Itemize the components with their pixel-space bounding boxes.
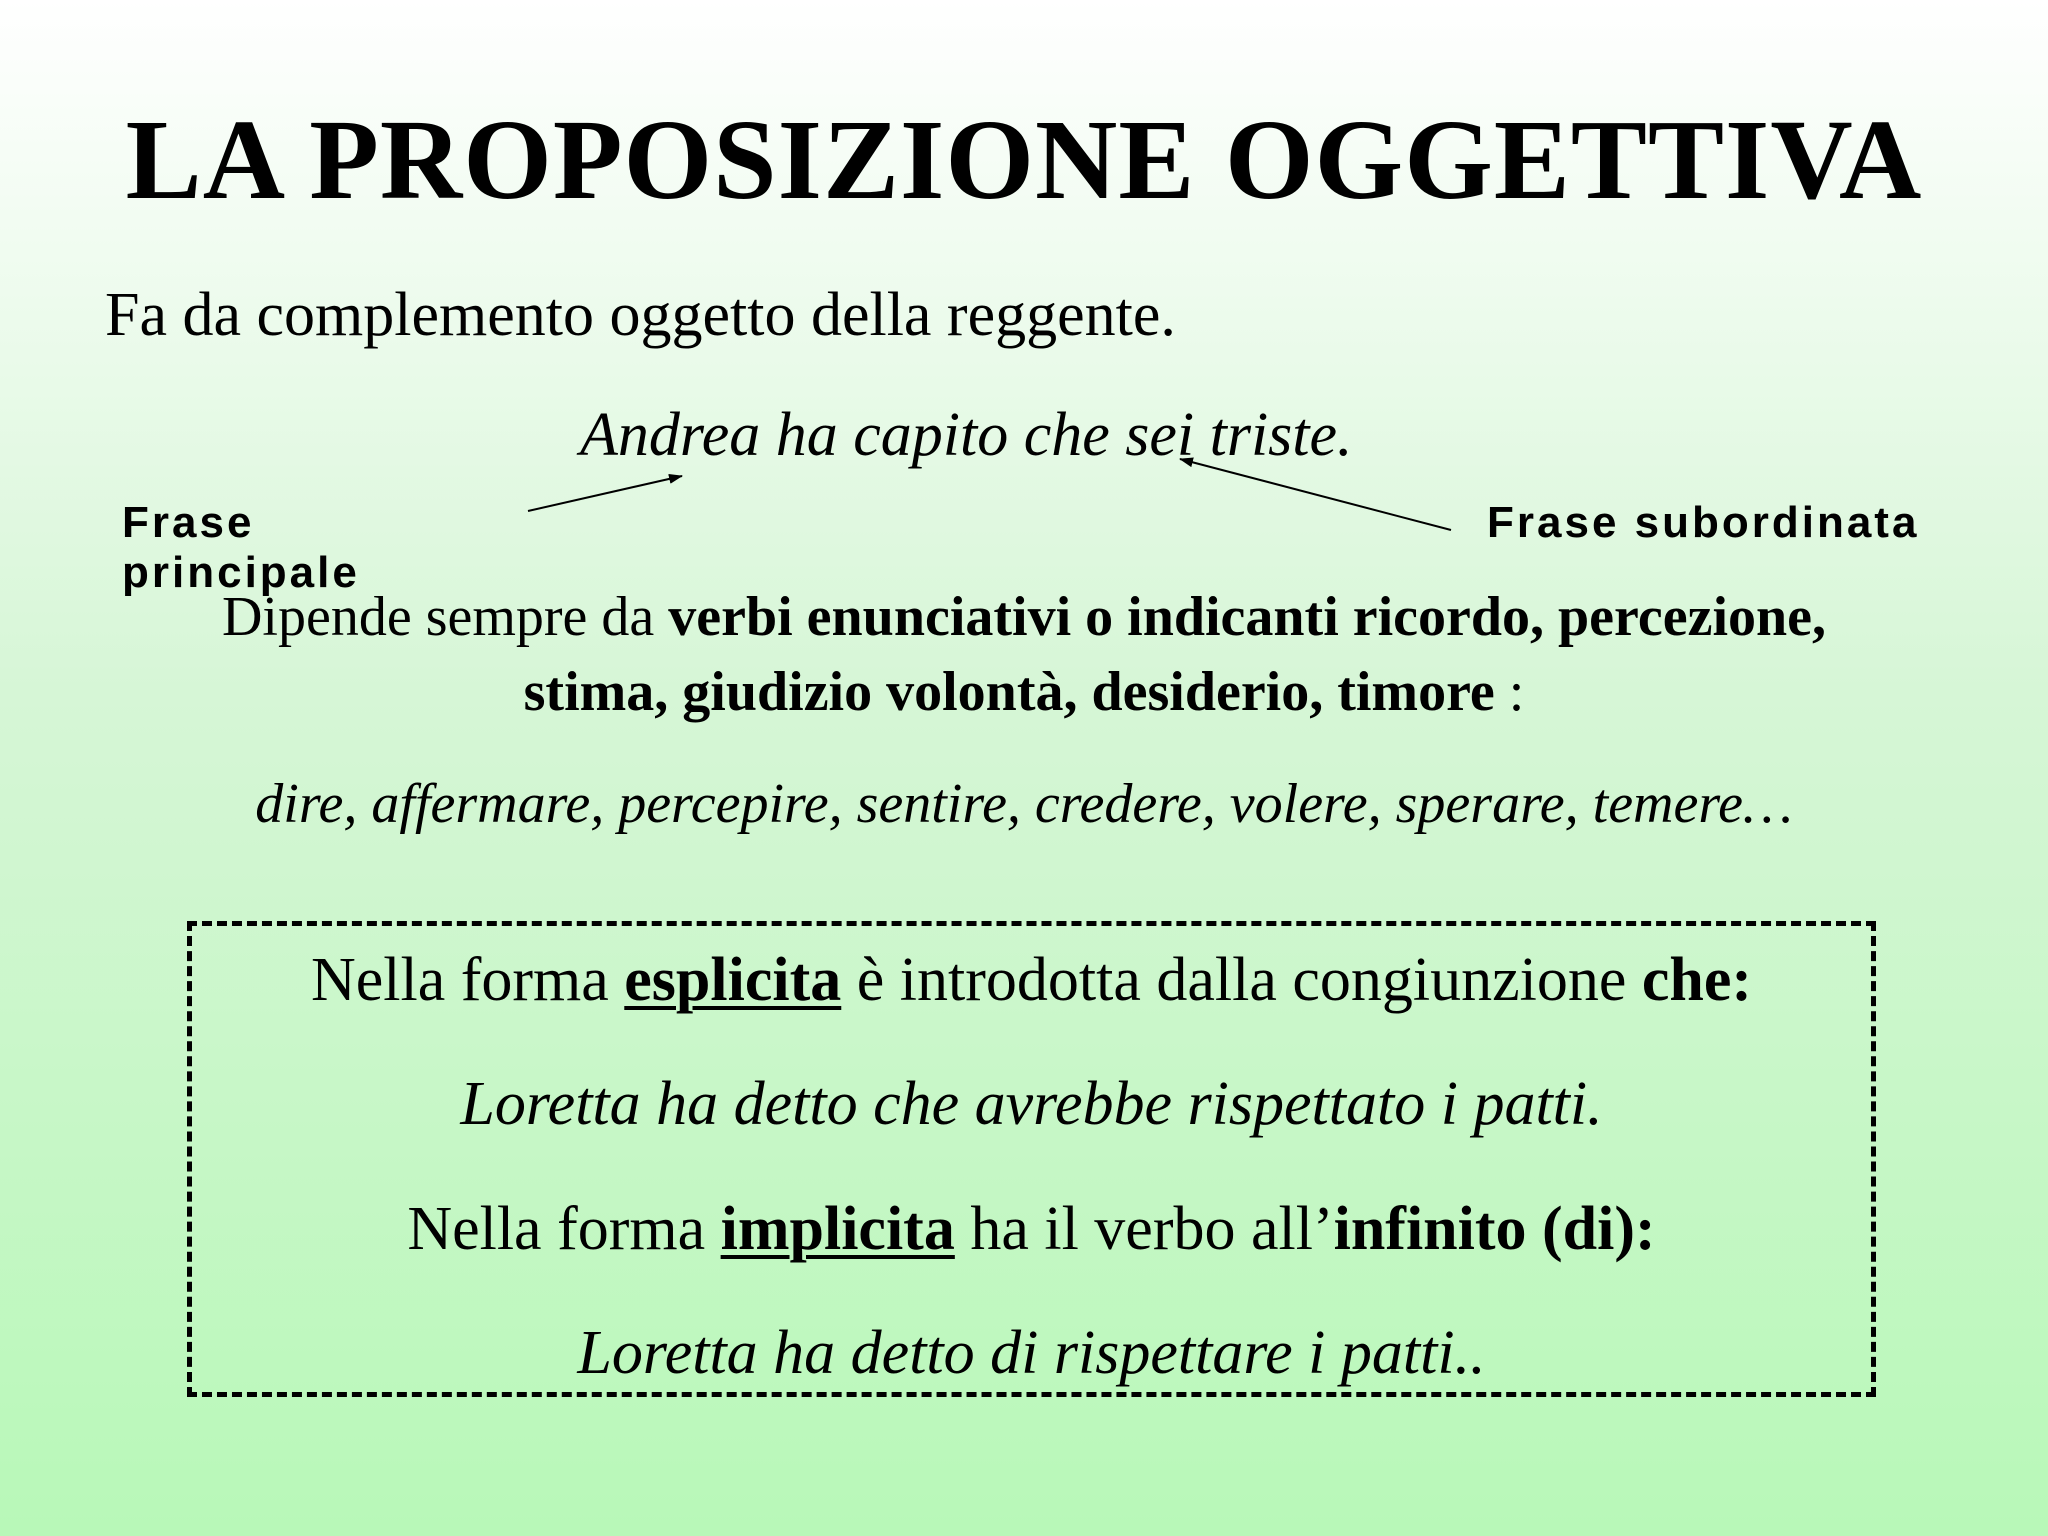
dependency-suffix: :	[1494, 661, 1525, 723]
slide-title: LA PROPOSIZIONE OGGETTIVA	[125, 96, 1923, 223]
dependency-prefix: Dipende sempre da	[221, 586, 669, 648]
implicit-example: Loretta ha detto di rispettare i patti..	[577, 1319, 1486, 1387]
explicit-middle: è introdotta dalla congiunzione	[841, 946, 1642, 1014]
dependency-line-2	[0, 660, 2048, 724]
explicit-keyword: esplicita	[624, 946, 842, 1014]
explicit-example: Loretta ha detto che avrebbe rispettato i patti.	[460, 1070, 1603, 1138]
dependency-bold-1: verbi enunciativi o indicanti ricordo, percezione,	[668, 586, 1826, 648]
implicit-prefix: Nella forma	[407, 1195, 721, 1263]
intro-text: Fa da complemento oggetto della reggente.	[105, 281, 1176, 349]
explicit-conjunction: che:	[1641, 946, 1753, 1014]
implicit-middle: ha il verbo all’	[954, 1195, 1334, 1263]
example-sentence: Andrea ha capito che sei triste.	[580, 401, 1353, 469]
implicit-form-line	[187, 1194, 1876, 1264]
dependency-bold-2: stima, giudizio volontà, desiderio, timore	[523, 661, 1495, 723]
label-subordinate-clause: Frase subordinata	[1487, 498, 1920, 547]
dependency-line-1	[0, 585, 2048, 649]
label-principal-clause: Frase principale	[122, 498, 360, 597]
arrow-principal	[528, 476, 682, 511]
verbs-examples: dire, affermare, percepire, sentire, credere, volere, sperare, temere…	[255, 773, 1793, 835]
implicit-keyword: implicita	[720, 1195, 955, 1263]
implicit-infinitive: infinito (di):	[1333, 1195, 1656, 1263]
explicit-prefix: Nella forma	[310, 946, 625, 1014]
arrow-subordinate	[1180, 459, 1451, 530]
explicit-form-line	[187, 945, 1876, 1015]
